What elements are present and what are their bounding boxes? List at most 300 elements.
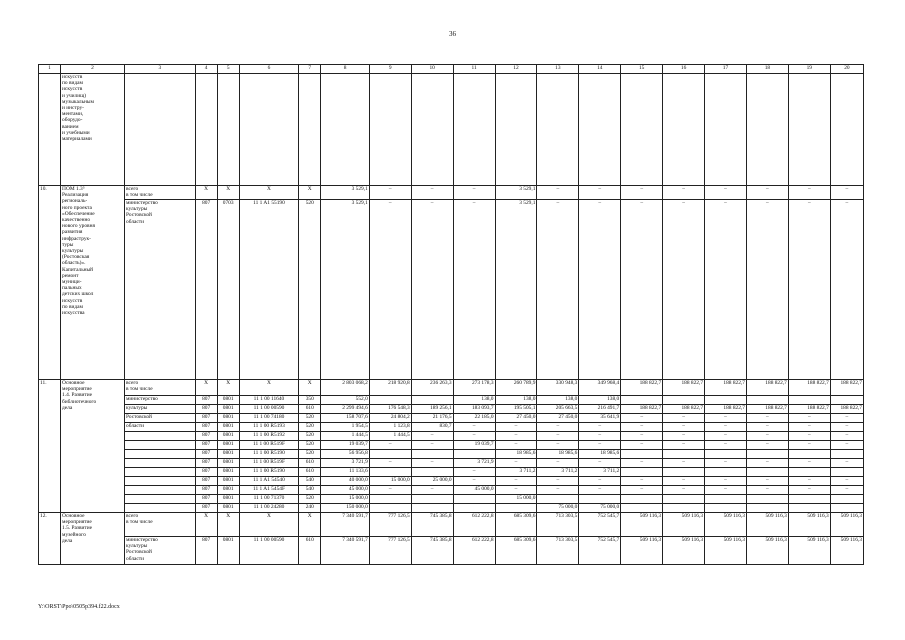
code-cell: 807	[195, 396, 217, 405]
value-cell: –	[746, 486, 788, 495]
table-row	[39, 513, 864, 537]
value-cell: –	[537, 186, 579, 200]
value-cell: –	[788, 414, 830, 423]
code-cell: 11 1 00 24280	[239, 504, 299, 513]
value-cell: –	[830, 200, 863, 380]
value-cell: 777 126,5	[369, 537, 411, 565]
value-cell	[621, 450, 663, 459]
value-cell: –	[830, 423, 863, 432]
value-cell: –	[830, 414, 863, 423]
value-cell: –	[663, 459, 705, 468]
value-cell: –	[579, 441, 621, 450]
column-header: 14	[579, 65, 621, 74]
code-cell: 11 1 00 R519F	[239, 459, 299, 468]
value-cell: –	[453, 468, 495, 477]
value-cell: –	[705, 414, 747, 423]
code-cell: X	[217, 513, 239, 537]
value-cell: –	[411, 432, 453, 441]
value-cell: 3 529,1	[321, 200, 370, 380]
value-cell	[788, 396, 830, 405]
value-cell: –	[788, 486, 830, 495]
column-header: 2	[61, 65, 125, 74]
code-cell: 807	[195, 537, 217, 565]
value-cell: 188 822,7	[663, 405, 705, 414]
code-cell: 520	[299, 414, 321, 423]
code-cell: 11 1 00 71370	[239, 495, 299, 504]
value-cell: 612 222,8	[453, 537, 495, 565]
value-cell: 349 968,4	[579, 380, 621, 396]
value-cell	[705, 468, 747, 477]
value-cell: 11 133,6	[321, 468, 370, 477]
value-cell	[621, 468, 663, 477]
code-cell: 11 1 A1 5454F	[239, 486, 299, 495]
value-cell	[830, 504, 863, 513]
value-cell: 19 039,7	[321, 441, 370, 450]
value-cell: –	[579, 423, 621, 432]
value-cell: 745 385,8	[411, 537, 453, 565]
value-cell: 7 340 591,7	[321, 513, 370, 537]
value-cell: –	[830, 486, 863, 495]
value-cell: –	[537, 486, 579, 495]
value-cell	[705, 396, 747, 405]
value-cell: –	[746, 441, 788, 450]
value-cell	[746, 468, 788, 477]
value-cell: –	[579, 200, 621, 380]
value-cell: –	[788, 477, 830, 486]
value-cell: –	[537, 477, 579, 486]
value-cell: 1 954,5	[321, 423, 370, 432]
executor-cell	[125, 441, 196, 450]
value-cell: 188 822,7	[663, 380, 705, 396]
value-cell: 27 450,0	[495, 414, 537, 423]
value-cell	[746, 495, 788, 504]
value-cell: –	[621, 186, 663, 200]
code-cell: 0703	[217, 200, 239, 380]
executor-cell	[125, 468, 196, 477]
value-cell	[411, 495, 453, 504]
value-cell: –	[369, 200, 411, 380]
value-cell: –	[579, 432, 621, 441]
value-cell: 188 822,7	[830, 380, 863, 396]
file-path-footer: Y:\ORST\Ppo\0505p394.f22.docx	[38, 604, 120, 610]
code-cell: 0801	[217, 414, 239, 423]
code-cell: 610	[299, 537, 321, 565]
value-cell: 713 303,5	[537, 537, 579, 565]
table-row	[39, 200, 864, 380]
column-header: 11	[453, 65, 495, 74]
table-row	[39, 450, 864, 459]
value-cell: 56 956,8	[321, 450, 370, 459]
value-cell: –	[663, 477, 705, 486]
value-cell	[788, 495, 830, 504]
value-cell: –	[788, 423, 830, 432]
value-cell: 830,7	[411, 423, 453, 432]
value-cell: 2 803 068,2	[321, 380, 370, 396]
value-cell: 40 000,0	[321, 477, 370, 486]
value-cell: 236 263,3	[411, 380, 453, 396]
value-cell: 752 545,7	[579, 537, 621, 565]
code-cell: 520	[299, 441, 321, 450]
executor-cell: министерство культуры Ростовской области	[125, 537, 196, 565]
code-cell: 11 1 00 R5190	[239, 468, 299, 477]
column-header: 12	[495, 65, 537, 74]
executor-cell	[125, 477, 196, 486]
code-cell: 0801	[217, 495, 239, 504]
column-header: 5	[217, 65, 239, 74]
code-cell: 240	[299, 504, 321, 513]
value-cell: –	[621, 459, 663, 468]
table-row	[39, 405, 864, 414]
value-cell: –	[621, 200, 663, 380]
value-cell	[411, 450, 453, 459]
value-cell: –	[621, 414, 663, 423]
value-cell: 509 116,3	[788, 537, 830, 565]
value-cell: 330 948,3	[537, 380, 579, 396]
value-cell: 509 116,3	[621, 537, 663, 565]
value-cell	[369, 396, 411, 405]
value-cell: 509 116,3	[663, 513, 705, 537]
value-cell: 3 711,2	[495, 468, 537, 477]
measure-name: ПОМ 1.3⁵ Реализация региональ- ного проекта «Обеспечение качественно нового уровня развития инфраструк- туры культуры (Ростовская область)». Капитальный ремонт муници- пальных детских школ искусств по видам искусства	[61, 186, 125, 380]
code-cell: 540	[299, 486, 321, 495]
code-cell: 610	[299, 459, 321, 468]
value-cell: 150 000,0	[321, 504, 370, 513]
value-cell: –	[830, 186, 863, 200]
code-cell: 520	[299, 432, 321, 441]
value-cell	[788, 504, 830, 513]
code-cell: 350	[299, 396, 321, 405]
column-header: 6	[239, 65, 299, 74]
value-cell: 188 822,7	[705, 380, 747, 396]
value-cell: –	[537, 459, 579, 468]
value-cell: 777 126,5	[369, 513, 411, 537]
value-cell	[663, 495, 705, 504]
column-header: 1	[39, 65, 61, 74]
value-cell: –	[746, 432, 788, 441]
value-cell: 509 116,3	[788, 513, 830, 537]
executor-cell: всего в том числе	[125, 380, 196, 396]
value-cell: 188 822,7	[830, 405, 863, 414]
value-cell: –	[788, 186, 830, 200]
value-cell: 273 178,3	[453, 380, 495, 396]
code-cell: 807	[195, 504, 217, 513]
value-cell: 685 309,6	[495, 537, 537, 565]
value-cell: –	[705, 200, 747, 380]
row-number: 11.	[39, 380, 61, 513]
row-number: 12.	[39, 513, 61, 565]
value-cell: 27 450,0	[537, 414, 579, 423]
value-cell: 138,0	[537, 396, 579, 405]
value-cell	[621, 396, 663, 405]
value-cell	[830, 468, 863, 477]
value-cell: 3 721,9	[321, 459, 370, 468]
column-header: 4	[195, 65, 217, 74]
value-cell: –	[411, 486, 453, 495]
code-cell: 11 1 00 74180	[239, 414, 299, 423]
value-cell: –	[788, 441, 830, 450]
value-cell: 45 000,0	[321, 486, 370, 495]
code-cell: X	[195, 186, 217, 200]
table-row	[39, 186, 864, 200]
code-cell: 807	[195, 432, 217, 441]
value-cell	[369, 504, 411, 513]
value-cell: –	[746, 459, 788, 468]
value-cell: –	[788, 459, 830, 468]
value-cell: –	[663, 414, 705, 423]
continuation-name: искусств по видам искусств и училищ) музыкальным и инстру- ментами, оборудо- ванием и учебными материалами	[61, 74, 125, 186]
value-cell: 188 822,7	[746, 405, 788, 414]
value-cell: 188 822,7	[788, 405, 830, 414]
value-cell: 18 985,6	[537, 450, 579, 459]
value-cell: –	[663, 200, 705, 380]
table-row	[39, 486, 864, 495]
value-cell: 509 116,3	[621, 513, 663, 537]
value-cell: 218 920,8	[369, 380, 411, 396]
value-cell	[537, 495, 579, 504]
value-cell: –	[705, 186, 747, 200]
value-cell: 188 822,7	[746, 380, 788, 396]
value-cell	[788, 450, 830, 459]
code-cell: 11 1 00 R5193	[239, 423, 299, 432]
table-row	[39, 459, 864, 468]
code-cell: 807	[195, 450, 217, 459]
value-cell: –	[663, 432, 705, 441]
code-cell: X	[299, 186, 321, 200]
value-cell: 509 116,3	[830, 513, 863, 537]
value-cell	[369, 495, 411, 504]
value-cell: –	[705, 486, 747, 495]
code-cell: 807	[195, 405, 217, 414]
value-cell	[663, 504, 705, 513]
code-cell: 0801	[217, 423, 239, 432]
value-cell: –	[663, 441, 705, 450]
value-cell: –	[746, 200, 788, 380]
value-cell	[830, 450, 863, 459]
value-cell: –	[495, 486, 537, 495]
column-header: 19	[788, 65, 830, 74]
value-cell: –	[663, 486, 705, 495]
value-cell: 1 123,8	[369, 423, 411, 432]
value-cell: 260 789,9	[495, 380, 537, 396]
value-cell: 22 185,0	[453, 414, 495, 423]
value-cell: 509 116,3	[746, 513, 788, 537]
value-cell: 7 340 591,7	[321, 537, 370, 565]
value-cell: 205 663,5	[537, 405, 579, 414]
value-cell	[788, 468, 830, 477]
code-cell: 11 1 00 R5190	[239, 450, 299, 459]
row-number: 10.	[39, 186, 61, 380]
value-cell: 18 985,6	[495, 450, 537, 459]
value-cell: –	[495, 432, 537, 441]
value-cell: –	[369, 486, 411, 495]
value-cell: –	[830, 459, 863, 468]
value-cell: –	[621, 423, 663, 432]
code-cell: 807	[195, 477, 217, 486]
value-cell: 188 822,7	[621, 405, 663, 414]
value-cell: –	[830, 477, 863, 486]
code-cell: X	[299, 380, 321, 396]
value-cell: 21 176,5	[411, 414, 453, 423]
value-cell: –	[453, 186, 495, 200]
value-cell: 15 000,0	[369, 477, 411, 486]
page-number: 36	[449, 30, 456, 38]
value-cell: –	[453, 200, 495, 380]
value-cell	[663, 396, 705, 405]
value-cell: 1 444,5	[369, 432, 411, 441]
value-cell: 509 116,3	[663, 537, 705, 565]
executor-cell	[125, 459, 196, 468]
code-cell: 807	[195, 459, 217, 468]
value-cell: 138,0	[453, 396, 495, 405]
value-cell: 3 529,1	[495, 200, 537, 380]
value-cell: 188 822,7	[621, 380, 663, 396]
header-row	[39, 65, 864, 74]
code-cell: 0801	[217, 537, 239, 565]
value-cell: 188 822,7	[705, 405, 747, 414]
value-cell: –	[621, 477, 663, 486]
value-cell: 3 529,1	[495, 186, 537, 200]
value-cell: –	[621, 432, 663, 441]
code-cell: 11 1 00 00590	[239, 537, 299, 565]
value-cell: 188 822,7	[788, 380, 830, 396]
table-row	[39, 537, 864, 565]
value-cell: –	[746, 414, 788, 423]
value-cell: –	[453, 423, 495, 432]
value-cell: 2 299 494,6	[321, 405, 370, 414]
value-cell	[746, 396, 788, 405]
value-cell	[705, 450, 747, 459]
executor-cell	[125, 504, 196, 513]
measure-name: Основное мероприятие 1.4. Развитие библиотечного дела	[61, 380, 125, 513]
value-cell	[453, 450, 495, 459]
measure-name: Основное мероприятие 1.5. Развитие музейного дела	[61, 513, 125, 565]
value-cell: 24 804,2	[369, 414, 411, 423]
value-cell: 189 256,1	[411, 405, 453, 414]
code-cell: 0801	[217, 396, 239, 405]
value-cell: –	[705, 423, 747, 432]
table-row	[39, 504, 864, 513]
column-header: 9	[369, 65, 411, 74]
table-row	[39, 495, 864, 504]
value-cell: 35 641,9	[579, 414, 621, 423]
column-header: 17	[705, 65, 747, 74]
value-cell: –	[830, 432, 863, 441]
value-cell: –	[663, 423, 705, 432]
code-cell: 0801	[217, 405, 239, 414]
value-cell: –	[579, 186, 621, 200]
code-cell: 11 1 00 11640	[239, 396, 299, 405]
column-header: 13	[537, 65, 579, 74]
value-cell: –	[705, 432, 747, 441]
value-cell	[411, 504, 453, 513]
value-cell: –	[579, 486, 621, 495]
code-cell: 540	[299, 477, 321, 486]
executor-cell	[125, 486, 196, 495]
value-cell	[621, 504, 663, 513]
value-cell: 3 711,2	[579, 468, 621, 477]
value-cell: –	[411, 186, 453, 200]
table-row	[39, 432, 864, 441]
value-cell: 509 116,3	[705, 537, 747, 565]
value-cell	[411, 468, 453, 477]
code-cell: 807	[195, 200, 217, 380]
code-cell: 11 1 00 R519F	[239, 441, 299, 450]
value-cell: 3 529,1	[321, 186, 370, 200]
value-cell	[453, 504, 495, 513]
column-header: 3	[125, 65, 196, 74]
executor-cell: всего в том числе	[125, 513, 196, 537]
value-cell: –	[495, 441, 537, 450]
value-cell: 176 548,3	[369, 405, 411, 414]
code-cell: 0801	[217, 477, 239, 486]
value-cell: –	[411, 200, 453, 380]
code-cell: 807	[195, 495, 217, 504]
value-cell	[705, 504, 747, 513]
column-header: 18	[746, 65, 788, 74]
code-cell: 807	[195, 468, 217, 477]
code-cell: 11 1 00 00590	[239, 405, 299, 414]
value-cell: 25 000,0	[411, 477, 453, 486]
budget-table	[38, 64, 864, 565]
value-cell	[705, 495, 747, 504]
executor-cell	[125, 495, 196, 504]
value-cell: 158 707,6	[321, 414, 370, 423]
value-cell: –	[369, 441, 411, 450]
value-cell: 685 309,6	[495, 513, 537, 537]
value-cell: 138,0	[579, 396, 621, 405]
value-cell: –	[495, 459, 537, 468]
value-cell: 713 303,5	[537, 513, 579, 537]
executor-cell: Ростовской	[125, 414, 196, 423]
code-cell: X	[239, 380, 299, 396]
value-cell: –	[830, 441, 863, 450]
code-cell: 0801	[217, 504, 239, 513]
executor-cell: министерство культуры Ростовской области	[125, 200, 196, 380]
value-cell: 509 116,3	[746, 537, 788, 565]
column-header: 8	[321, 65, 370, 74]
code-cell: 807	[195, 423, 217, 432]
value-cell: –	[537, 423, 579, 432]
table-row	[39, 414, 864, 423]
code-cell: 610	[299, 405, 321, 414]
value-cell: –	[453, 432, 495, 441]
value-cell: –	[537, 200, 579, 380]
table-row	[39, 477, 864, 486]
value-cell	[411, 396, 453, 405]
code-cell: 807	[195, 414, 217, 423]
column-header: 10	[411, 65, 453, 74]
value-cell: 3 711,2	[537, 468, 579, 477]
value-cell: –	[746, 186, 788, 200]
value-cell	[369, 450, 411, 459]
value-cell: 15 000,0	[321, 495, 370, 504]
value-cell	[369, 468, 411, 477]
continuation-row	[39, 74, 864, 186]
value-cell: –	[746, 423, 788, 432]
code-cell: 0801	[217, 450, 239, 459]
column-header: 20	[830, 65, 863, 74]
code-cell: 807	[195, 441, 217, 450]
value-cell: 752 545,7	[579, 513, 621, 537]
code-cell: X	[239, 513, 299, 537]
value-cell	[746, 504, 788, 513]
value-cell: –	[537, 441, 579, 450]
executor-cell: области	[125, 423, 196, 432]
executor-cell: культуры	[125, 405, 196, 414]
value-cell: –	[705, 459, 747, 468]
code-cell: 0801	[217, 432, 239, 441]
code-cell: 11 1 A1 54540	[239, 477, 299, 486]
